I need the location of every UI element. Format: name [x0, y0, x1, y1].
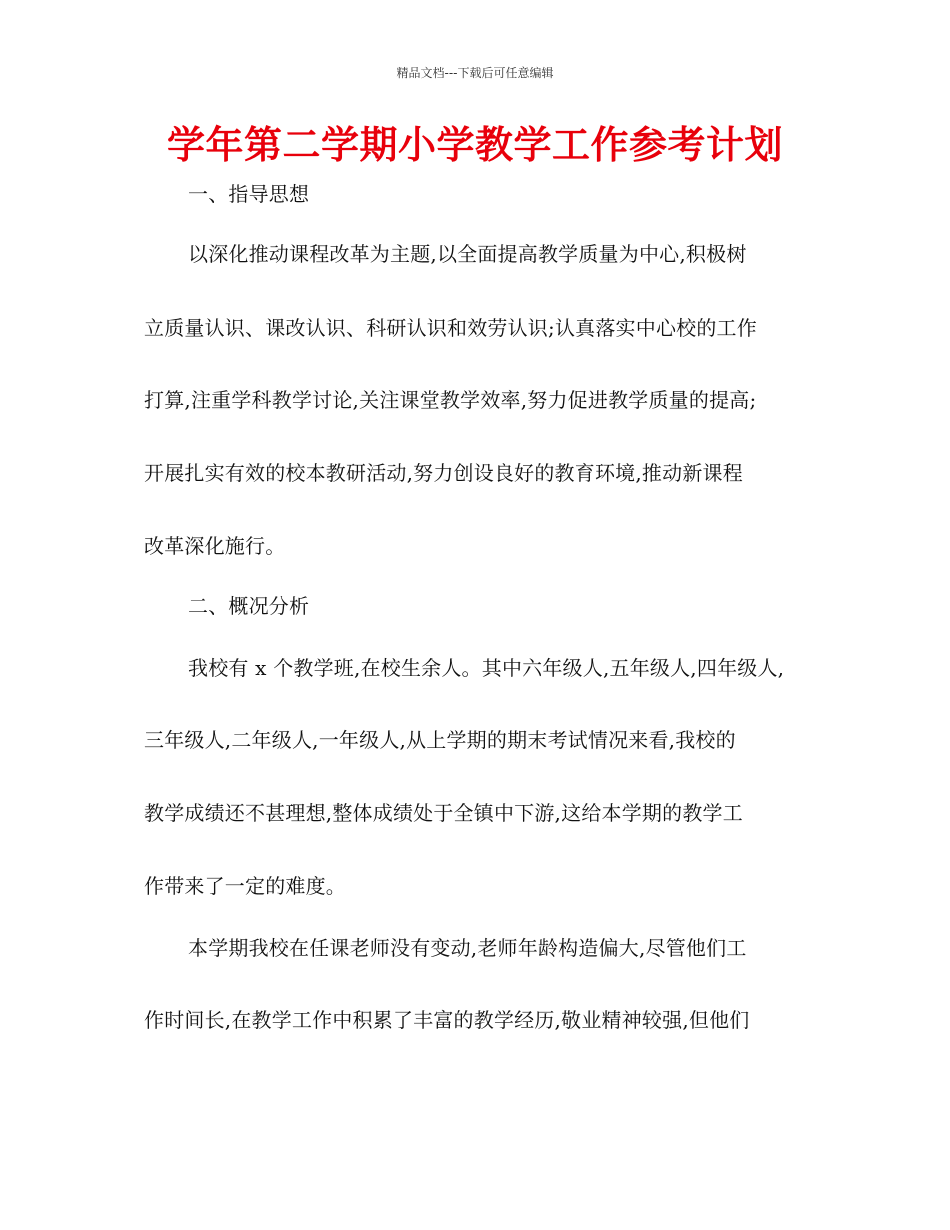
paragraph-line: 以深化推动课程改革为主题,以全面提高教学质量为中心,积极树	[188, 242, 747, 266]
paragraph-line: 三年级人,二年级人,一年级人,从上学期的期末考试情况来看,我校的	[144, 728, 736, 752]
section-heading-1: 一、指导思想	[188, 182, 310, 206]
paragraph-line: 开展扎实有效的校本教研活动,努力创设良好的教育环境,推动新课程	[144, 461, 743, 485]
paragraph-line: 本学期我校在任课老师没有变动,老师年龄构造偏大,尽管他们工	[188, 936, 747, 960]
header-note: 精品文档---下载后可任意编辑	[396, 66, 554, 80]
document-title: 学年第二学期小学教学工作参考计划	[166, 123, 783, 167]
paragraph-line: 立质量认识、课改认识、科研认识和效劳认识;认真落实中心校的工作	[144, 316, 757, 340]
paragraph-line: 打算,注重学科教学讨论,关注课堂教学效率,努力促进教学质量的提高;	[144, 388, 757, 412]
paragraph-line: 教学成绩还不甚理想,整体成绩处于全镇中下游,这给本学期的教学工	[144, 801, 743, 825]
paragraph-line: 作带来了一定的难度。	[144, 874, 346, 898]
paragraph-line: 作时间长,在教学工作中积累了丰富的教学经历,敬业精神较强,但他们	[144, 1008, 750, 1032]
section-heading-2: 二、概况分析	[188, 594, 310, 618]
paragraph-line: 改革深化施行。	[144, 534, 286, 558]
paragraph-line: 我校有 x 个教学班,在校生余人。其中六年级人,五年级人,四年级人,	[188, 656, 785, 680]
